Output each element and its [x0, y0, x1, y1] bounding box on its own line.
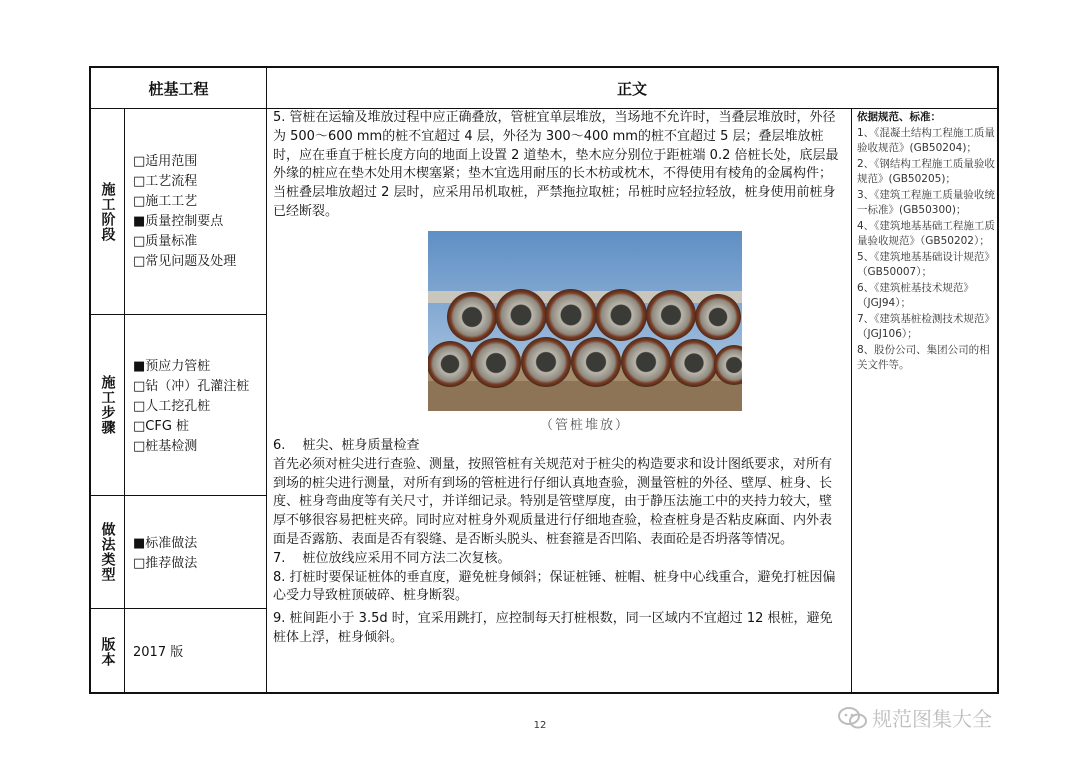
method-label-cell [91, 496, 124, 608]
steps-option: □桩基检测 [133, 439, 198, 454]
ref-item: 8、股份公司、集团公司的相关文件等。 [857, 343, 990, 371]
divider [851, 108, 852, 694]
watermark-text: 规范图集大全 [872, 707, 992, 731]
method-option: ■标准做法 [133, 536, 198, 551]
steps-label-cell [91, 315, 124, 495]
pipe-piles-image [428, 231, 742, 411]
stage-label: 施工阶段 [99, 181, 116, 242]
stage-option: ■质量控制要点 [133, 214, 224, 229]
header-project: 桩基工程 [148, 79, 209, 98]
paragraph-5: 5. 管桩在运输及堆放过程中应正确叠放，管桩宜单层堆放，当场地不允许时，当叠层堆放时，外径为 500～600 mm的桩不宜超过 4 层，外径为 300～400 mm的桩不宜超过 5 层；叠层堆放桩时，应在垂直于桩长度方向的地面上设置 2 道垫木，垫木应分别位于距桩端 0.2 倍桩长处，底层最外缘的桩应在垫木处用木楔塞紧；垫木宜选用耐压的长木枋或枕木，不得使用有棱角的金属构件；当桩叠层堆放超过 2 层时，应采用吊机取桩，严禁拖拉取桩；吊桩时应轻拉轻放，桩身使用前桩身已经断裂。 [273, 110, 839, 219]
page-number: 12 [533, 720, 547, 731]
version-value: 2017 版 [133, 645, 184, 660]
steps-option: □CFG 桩 [133, 419, 190, 434]
stage-option: □工艺流程 [133, 174, 198, 189]
document-frame [89, 66, 999, 694]
paragraph-8: 8. 打桩时要保证桩体的垂直度，避免桩身倾斜；保证桩锤、桩帽、桩身中心线重合，避免打桩因偏心受力导致桩顶破碎、桩身断裂。 [273, 569, 836, 604]
ref-item: 6、《建筑桩基技术规范》（JGJ94）； [857, 281, 974, 309]
stage-label-cell [91, 109, 124, 314]
divider [124, 108, 125, 694]
stage-option: □适用范围 [133, 154, 198, 169]
steps-options [133, 357, 249, 457]
version-label: 版本 [99, 636, 116, 667]
steps-option: □人工挖孔桩 [133, 399, 211, 414]
ref-item: 4、《建筑地基基础工程施工质量验收规范》（GB50202）； [857, 219, 995, 247]
ref-item: 3、《建筑工程施工质量验收统一标准》(GB50300)； [857, 188, 995, 216]
main-text-bottom [273, 437, 843, 648]
version-label-cell [91, 609, 124, 694]
paragraph-7: 7. 桩位放线应采用不同方法二次复核。 [273, 550, 511, 566]
photo-caption: （管桩堆放） [539, 418, 630, 433]
method-options [133, 534, 197, 574]
paragraph-6-title: 6. 桩尖、桩身质量检查 [273, 438, 420, 453]
wechat-icon [838, 706, 868, 730]
ref-item: 7、《建筑基桩检测技术规范》（JGJ106）； [857, 312, 995, 340]
watermark [838, 703, 992, 732]
header-main-text: 正文 [616, 79, 647, 98]
stage-option: □施工工艺 [133, 194, 198, 209]
stage-option: □质量标准 [133, 234, 198, 249]
refs-title: 依据规范、标准： [857, 111, 941, 123]
steps-option: □钻（冲）孔灌注桩 [133, 379, 250, 394]
method-option: □推荐做法 [133, 556, 198, 571]
method-label: 做法类型 [99, 522, 116, 582]
ref-item: 2、《钢结构工程施工质量验收规范》(GB50205)； [857, 157, 995, 185]
stage-option: □常见问题及处理 [133, 254, 237, 269]
paragraph-6-text: 首先必须对桩尖进行查验、测量，按照管桩有关规范对于桩尖的构造要求和设计图纸要求，对所有到场的桩尖进行测量，对所有到场的管桩进行仔细认真地查验，测量管桩的外径、壁厚、桩身、长度、桩身弯曲度等有关尺寸，并详细记录。特别是管壁厚度，由于静压法施工中的夹持力较大，壁厚不够很容易把桩夹碎。同时应对桩身外观质量进行仔细地查验，检查桩身是否粘皮麻面、内外表面是否露筋、表面是否有裂缝、是否断头脱头、桩套箍是否凹陷、表面砼是否坍落等情况。 [273, 456, 833, 547]
divider [266, 68, 267, 694]
main-text-top [273, 109, 843, 222]
steps-label: 施工步骤 [99, 375, 116, 435]
ref-item: 5、《建筑地基基础设计规范》（GB50007）； [857, 250, 995, 278]
steps-option: ■预应力管桩 [133, 359, 211, 374]
stage-options [133, 152, 236, 272]
ref-item: 1、《混凝土结构工程施工质量验收规范》(GB50204)； [857, 126, 995, 154]
reference-standards [857, 110, 997, 374]
pile-stack-photo [428, 231, 742, 411]
paragraph-9: 9. 桩间距小于 3.5d 时，宜采用跳打，应控制每天打桩根数，同一区域内不宜超过 12 根桩，避免桩体上浮，桩身倾斜。 [273, 611, 833, 645]
